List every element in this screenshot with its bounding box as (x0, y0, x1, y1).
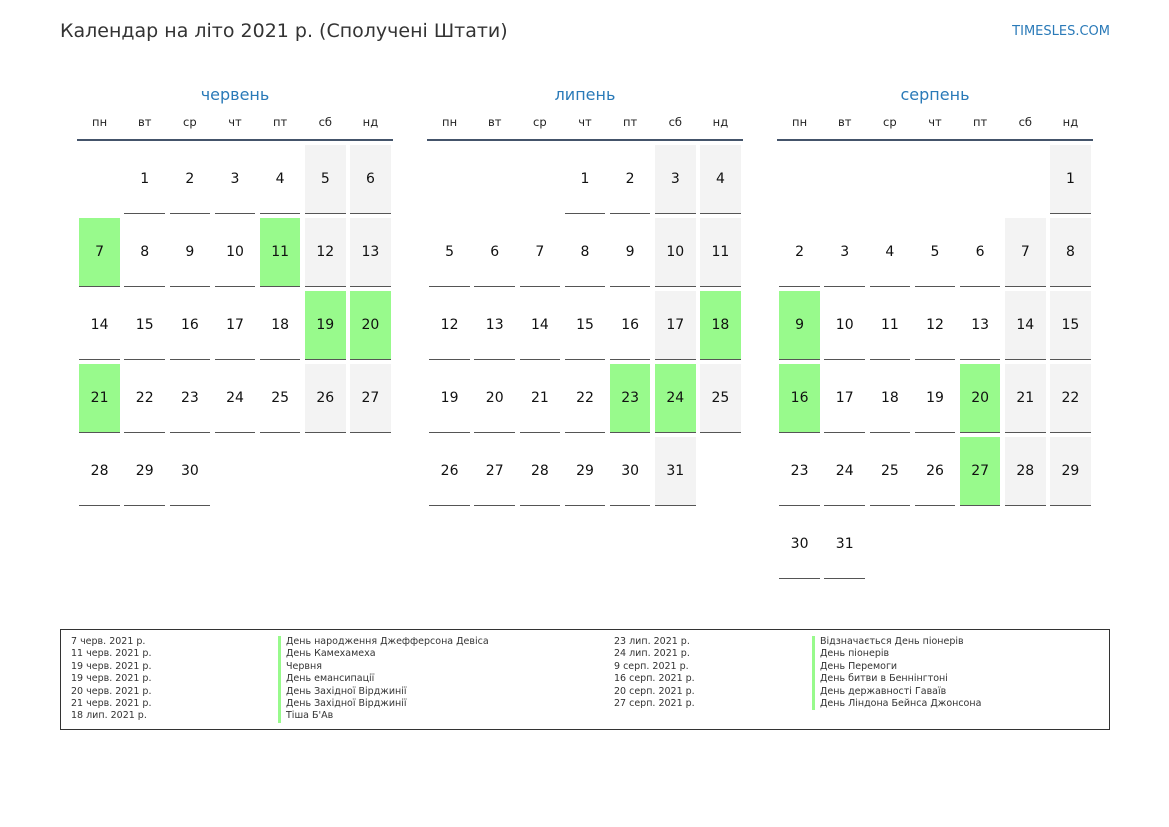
month-name: серпень (900, 85, 970, 104)
week-row (777, 510, 1093, 583)
weekday-label: пт (273, 115, 288, 129)
day-cell: 17 (215, 291, 256, 360)
weekday-label: вт (137, 115, 152, 129)
week-row (427, 291, 743, 364)
day-cell: 14 (79, 291, 120, 360)
month-august (777, 83, 1093, 583)
day-cell: 13 (350, 218, 391, 287)
legend-holiday-name: День емансипації (278, 673, 489, 685)
day-cell: 13 (474, 291, 515, 360)
week-row (427, 145, 743, 218)
day-cell: 12 (915, 291, 956, 360)
day-cell: 22 (124, 364, 165, 433)
day-cell: 1 (565, 145, 606, 214)
day-cell: 31 (824, 510, 865, 579)
weekday-label: нд (712, 115, 729, 129)
empty-cell (700, 437, 741, 506)
day-cell: 14 (1005, 291, 1046, 360)
weekday-label: пн (92, 115, 108, 129)
empty-cell (215, 437, 256, 506)
week-row (77, 218, 393, 291)
day-cell: 24 (655, 364, 696, 433)
empty-cell (79, 145, 120, 214)
week-row (777, 364, 1093, 437)
day-cell: 14 (520, 291, 561, 360)
legend-holiday-name: Тіша Б'Ав (278, 710, 489, 722)
weekday-label: пт (973, 115, 988, 129)
day-cell: 5 (429, 218, 470, 287)
day-cell: 13 (960, 291, 1001, 360)
day-cell: 1 (124, 145, 165, 214)
legend-holiday-name: Відзначається День піонерів (812, 636, 981, 648)
week-row (427, 437, 743, 510)
day-cell: 10 (824, 291, 865, 360)
day-cell: 17 (824, 364, 865, 433)
day-grid (427, 145, 743, 510)
day-cell: 18 (260, 291, 301, 360)
day-cell: 11 (260, 218, 301, 287)
month-name: липень (554, 85, 616, 104)
week-row (77, 291, 393, 364)
weekday-label: нд (362, 115, 379, 129)
day-cell: 26 (305, 364, 346, 433)
day-cell: 4 (700, 145, 741, 214)
legend-date: 24 лип. 2021 р. (614, 648, 690, 660)
week-row (77, 364, 393, 437)
legend-date: 11 черв. 2021 р. (71, 648, 152, 660)
month-july (427, 83, 743, 510)
day-cell: 11 (700, 218, 741, 287)
day-cell: 7 (1005, 218, 1046, 287)
weekday-label: пн (792, 115, 808, 129)
legend-date: 7 черв. 2021 р. (71, 636, 146, 647)
legend-date: 9 серп. 2021 р. (614, 660, 689, 672)
legend-holiday-name: Червня (278, 661, 489, 673)
weekday-label: сб (318, 115, 332, 129)
day-cell: 2 (610, 145, 651, 214)
day-cell: 20 (474, 364, 515, 433)
day-cell: 18 (870, 364, 911, 433)
day-cell: 28 (1005, 437, 1046, 506)
day-cell: 6 (960, 218, 1001, 287)
empty-cell (474, 145, 515, 214)
legend-holiday-name: День Перемоги (812, 661, 981, 673)
day-cell: 21 (1005, 364, 1046, 433)
empty-cell (429, 145, 470, 214)
day-cell: 10 (215, 218, 256, 287)
day-cell: 15 (1050, 291, 1091, 360)
weekday-label: сб (1018, 115, 1032, 129)
day-cell: 20 (350, 291, 391, 360)
empty-cell (1005, 145, 1046, 214)
empty-cell (870, 510, 911, 579)
page-title: Календар на літо 2021 р. (Сполучені Штати) (60, 20, 508, 42)
weekday-header (427, 107, 743, 141)
day-cell: 26 (915, 437, 956, 506)
day-cell: 19 (429, 364, 470, 433)
legend-date: 20 серп. 2021 р. (614, 685, 695, 697)
day-cell: 29 (1050, 437, 1091, 506)
legend-holiday-name: День Камехамеха (278, 648, 489, 660)
week-row (777, 437, 1093, 510)
day-cell: 26 (429, 437, 470, 506)
legend-date: 21 черв. 2021 р. (71, 698, 152, 710)
month-june (77, 83, 393, 510)
day-cell: 17 (655, 291, 696, 360)
legend-holiday-name: День народження Джефферсона Девіса (278, 636, 489, 648)
day-cell: 25 (260, 364, 301, 433)
day-cell: 10 (655, 218, 696, 287)
day-grid (777, 145, 1093, 583)
week-row (777, 145, 1093, 218)
legend-names-left (278, 636, 489, 723)
day-cell: 15 (565, 291, 606, 360)
day-cell: 23 (610, 364, 651, 433)
empty-cell (305, 437, 346, 506)
day-cell: 8 (124, 218, 165, 287)
day-cell: 9 (610, 218, 651, 287)
day-cell: 1 (1050, 145, 1091, 214)
day-cell: 25 (870, 437, 911, 506)
day-cell: 27 (960, 437, 1001, 506)
day-cell: 19 (915, 364, 956, 433)
day-cell: 4 (870, 218, 911, 287)
legend-date: 19 черв. 2021 р. (71, 673, 152, 685)
empty-cell (960, 510, 1001, 579)
weekday-label: чт (228, 115, 242, 129)
weekday-label: ср (533, 115, 547, 129)
day-cell: 8 (1050, 218, 1091, 287)
month-name: червень (200, 85, 270, 104)
day-cell: 7 (79, 218, 120, 287)
week-row (777, 291, 1093, 364)
day-cell: 31 (655, 437, 696, 506)
day-cell: 6 (474, 218, 515, 287)
week-row (77, 437, 393, 510)
weekday-label: пт (623, 115, 638, 129)
day-cell: 5 (915, 218, 956, 287)
day-cell: 11 (870, 291, 911, 360)
day-cell: 28 (520, 437, 561, 506)
legend-date: 18 лип. 2021 р. (71, 710, 147, 722)
legend-date: 16 серп. 2021 р. (614, 673, 695, 685)
empty-cell (870, 145, 911, 214)
day-cell: 24 (824, 437, 865, 506)
legend-date: 19 черв. 2021 р. (71, 660, 152, 672)
weekday-label: ср (183, 115, 197, 129)
legend-date: 27 серп. 2021 р. (614, 698, 695, 710)
legend-dates-right (614, 636, 695, 710)
week-row (777, 218, 1093, 291)
weekday-label: чт (928, 115, 942, 129)
day-cell: 30 (610, 437, 651, 506)
legend-holiday-name: День піонерів (812, 648, 981, 660)
legend-holiday-name: День державності Гаваїв (812, 686, 981, 698)
day-cell: 23 (170, 364, 211, 433)
empty-cell (1050, 510, 1091, 579)
day-cell: 30 (779, 510, 820, 579)
day-cell: 20 (960, 364, 1001, 433)
day-cell: 30 (170, 437, 211, 506)
weekday-header (77, 107, 393, 141)
day-cell: 5 (305, 145, 346, 214)
day-cell: 4 (260, 145, 301, 214)
weekday-label: пн (442, 115, 458, 129)
day-cell: 29 (565, 437, 606, 506)
empty-cell (520, 145, 561, 214)
day-cell: 2 (170, 145, 211, 214)
empty-cell (260, 437, 301, 506)
weekday-label: вт (837, 115, 852, 129)
weekday-header (777, 107, 1093, 141)
day-cell: 22 (1050, 364, 1091, 433)
day-cell: 9 (170, 218, 211, 287)
day-cell: 15 (124, 291, 165, 360)
week-row (427, 218, 743, 291)
empty-cell (960, 145, 1001, 214)
day-cell: 27 (474, 437, 515, 506)
day-cell: 21 (79, 364, 120, 433)
day-cell: 16 (610, 291, 651, 360)
day-cell: 22 (565, 364, 606, 433)
day-cell: 27 (350, 364, 391, 433)
day-cell: 12 (429, 291, 470, 360)
day-cell: 25 (700, 364, 741, 433)
weekday-label: нд (1062, 115, 1079, 129)
day-cell: 12 (305, 218, 346, 287)
legend-date: 23 лип. 2021 р. (614, 636, 690, 647)
day-grid (77, 145, 393, 510)
day-cell: 24 (215, 364, 256, 433)
empty-cell (915, 145, 956, 214)
day-cell: 3 (824, 218, 865, 287)
day-cell: 28 (79, 437, 120, 506)
day-cell: 9 (779, 291, 820, 360)
legend-date: 20 черв. 2021 р. (71, 685, 152, 697)
holiday-legend (60, 629, 1110, 730)
week-row (427, 364, 743, 437)
empty-cell (350, 437, 391, 506)
legend-holiday-name: День Ліндона Бейнса Джонсона (812, 698, 981, 710)
day-cell: 8 (565, 218, 606, 287)
legend-holiday-name: День Західної Вірджинії (278, 686, 489, 698)
weekday-label: сб (668, 115, 682, 129)
day-cell: 16 (170, 291, 211, 360)
legend-names-right (812, 636, 981, 710)
weekday-label: ср (883, 115, 897, 129)
day-cell: 3 (215, 145, 256, 214)
day-cell: 2 (779, 218, 820, 287)
empty-cell (1005, 510, 1046, 579)
day-cell: 29 (124, 437, 165, 506)
legend-dates-left (71, 636, 151, 723)
day-cell: 21 (520, 364, 561, 433)
day-cell: 23 (779, 437, 820, 506)
day-cell: 18 (700, 291, 741, 360)
weekday-label: чт (578, 115, 592, 129)
day-cell: 16 (779, 364, 820, 433)
day-cell: 6 (350, 145, 391, 214)
site-link[interactable]: TIMESLES.COM (1012, 24, 1110, 39)
empty-cell (915, 510, 956, 579)
week-row (77, 145, 393, 218)
empty-cell (779, 145, 820, 214)
legend-holiday-name: День Західної Вірджинії (278, 698, 489, 710)
legend-holiday-name: День битви в Беннінгтоні (812, 673, 981, 685)
weekday-label: вт (487, 115, 502, 129)
empty-cell (824, 145, 865, 214)
day-cell: 3 (655, 145, 696, 214)
day-cell: 7 (520, 218, 561, 287)
day-cell: 19 (305, 291, 346, 360)
